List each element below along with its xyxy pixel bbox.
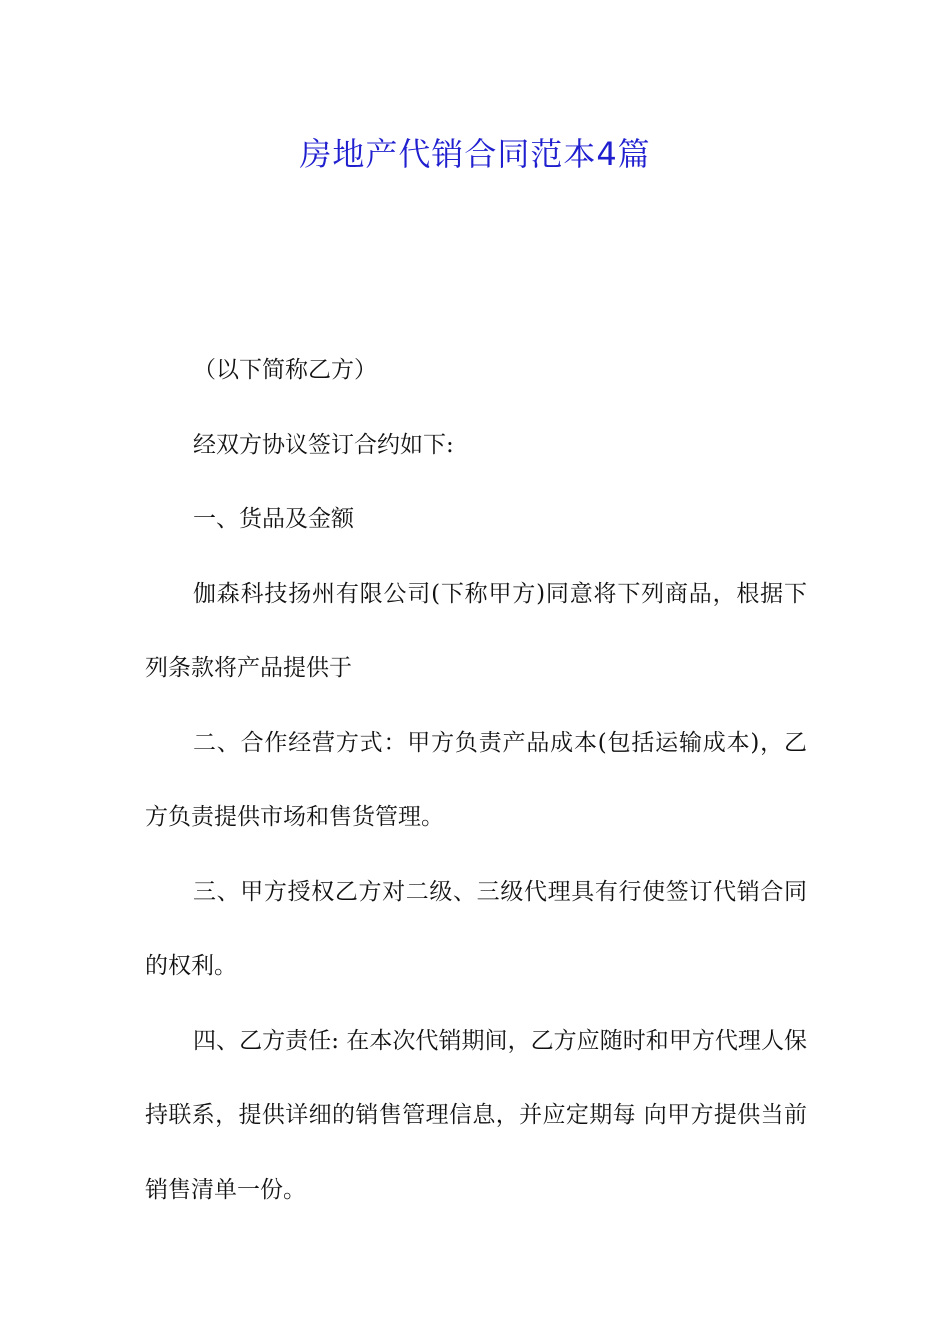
paragraph-section-4: 四、乙方责任: 在本次代销期间，乙方应随时和甲方代理人保持联系，提供详细的销售管理信息，并应定期每 向甲方提供当前销售清单一份。 <box>145 1027 807 1203</box>
paragraph-section-2: 二、合作经营方式：甲方负责产品成本(包括运输成本)，乙方负责提供市场和售货管理。 <box>145 729 807 830</box>
paragraph-section-1-body: 伽森科技扬州有限公司(下称甲方)同意将下列商品，根据下列条款将产品提供于 <box>145 580 807 681</box>
paragraph-section-1-heading: 一、货品及金额 <box>193 506 354 532</box>
document-body <box>145 333 807 1227</box>
document-title: 房地产代销合同范本4篇 <box>299 135 651 173</box>
paragraph-party-b-note: （以下简称乙方） <box>193 357 377 383</box>
paragraph-section-3: 三、甲方授权乙方对二级、三级代理具有行使签订代销合同的权利。 <box>145 878 807 979</box>
paragraph-agreement-intro: 经双方协议签订合约如下: <box>193 431 454 458</box>
